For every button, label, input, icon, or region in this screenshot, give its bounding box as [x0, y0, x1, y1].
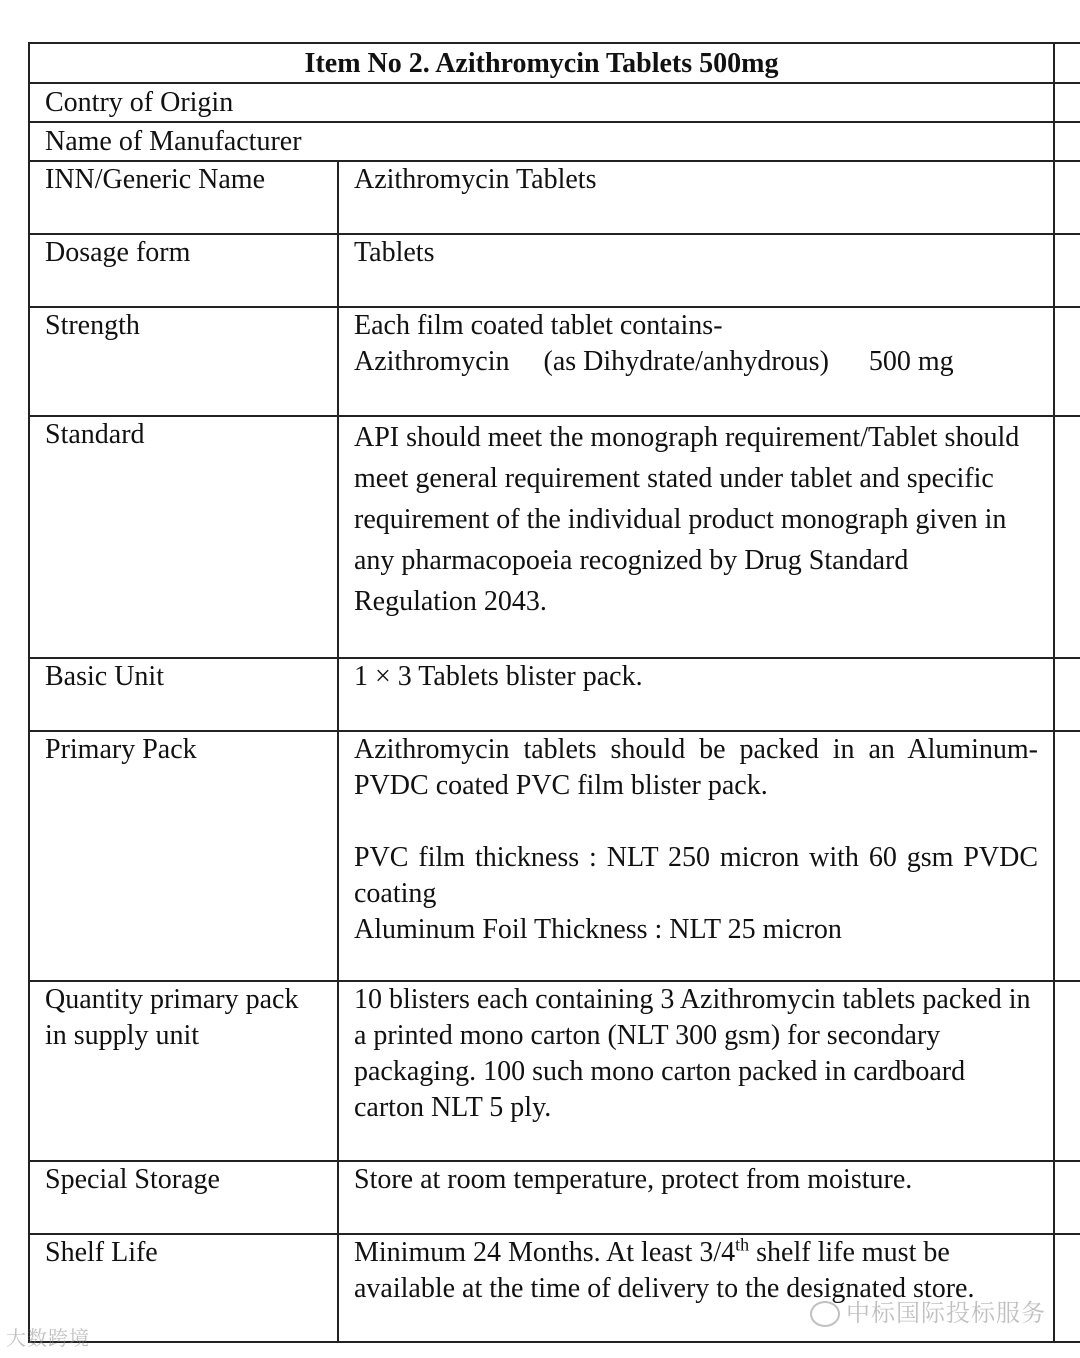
row-quantity [29, 981, 1080, 1161]
standard-label: Standard [29, 416, 338, 658]
extra-cell [1054, 43, 1080, 83]
strength-amount: 500 mg [868, 346, 954, 377]
standard-value: API should meet the monograph requirement/Tablet should meet general requirement stated under tablet and specific requirement of the individual product monograph given in any pharmacopoeia recognized by Drug Standard Regulation 2043. [338, 416, 1054, 658]
dosage-value: Tablets [338, 234, 1054, 307]
primary-pack-value [338, 731, 1054, 981]
quantity-label: Quantity primary pack in supply unit [29, 981, 338, 1161]
row-standard [29, 416, 1080, 658]
primary-pack-para3: Aluminum Foil Thickness : NLT 25 micron [354, 914, 842, 945]
strength-line2 [354, 344, 1038, 380]
primary-pack-label: Primary Pack [29, 731, 338, 981]
row-dosage [29, 234, 1080, 307]
watermark-right [810, 1293, 1046, 1328]
row-country [29, 83, 1080, 122]
extra-cell [1054, 83, 1080, 122]
row-strength [29, 307, 1080, 416]
extra-cell [1054, 161, 1080, 234]
row-manufacturer [29, 122, 1080, 161]
manufacturer-label: Name of Manufacturer [29, 122, 1054, 161]
inn-value: Azithromycin Tablets [338, 161, 1054, 234]
extra-cell [1054, 658, 1080, 731]
extra-cell [1054, 1161, 1080, 1234]
basic-unit-value: 1 × 3 Tablets blister pack. [338, 658, 1054, 731]
extra-cell [1054, 122, 1080, 161]
strength-value [338, 307, 1054, 416]
primary-pack-para2: PVC film thickness : NLT 250 micron with 60 gsm PVDC coating [354, 842, 1039, 909]
wechat-icon [810, 1301, 840, 1327]
extra-cell [1054, 1234, 1080, 1342]
strength-line1: Each film coated tablet contains- [354, 310, 723, 341]
extra-cell [1054, 981, 1080, 1161]
extra-cell [1054, 731, 1080, 981]
strength-form: (as Dihydrate/anhydrous) [543, 346, 829, 377]
strength-label: Strength [29, 307, 338, 416]
row-basic-unit [29, 658, 1080, 731]
shelf-life-label: Shelf Life [29, 1234, 338, 1342]
watermark-right-text: 中标国际投标服务 [846, 1299, 1046, 1327]
row-storage [29, 1161, 1080, 1234]
inn-label: INN/Generic Name [29, 161, 338, 234]
title-row [29, 43, 1080, 83]
storage-value: Store at room temperature, protect from moisture. [338, 1161, 1054, 1234]
row-inn [29, 161, 1080, 234]
basic-unit-label: Basic Unit [29, 658, 338, 731]
primary-pack-para1: Azithromycin tablets should be packed in an Aluminum-PVDC coated PVC film blister pack. [354, 734, 1039, 801]
watermark-left-text: 大数跨境 [6, 1326, 90, 1350]
spec-table [28, 42, 1080, 1343]
country-label: Contry of Origin [29, 83, 1054, 122]
quantity-value: 10 blisters each containing 3 Azithromycin tablets packed in a printed mono carton (NLT 300 gsm) for secondary packaging. 100 such mono carton packed in cardboard carton NLT 5 ply. [338, 981, 1054, 1161]
shelf-life-sup: th [735, 1234, 750, 1255]
shelf-life-text-b: shelf life must be available at the time of delivery to the designated store. [354, 1237, 975, 1304]
table-title: Item No 2. Azithromycin Tablets 500mg [29, 43, 1054, 83]
storage-label: Special Storage [29, 1161, 338, 1234]
strength-drug: Azithromycin [354, 346, 510, 377]
watermark-left [6, 1322, 90, 1351]
extra-cell [1054, 307, 1080, 416]
row-primary-pack [29, 731, 1080, 981]
dosage-label: Dosage form [29, 234, 338, 307]
extra-cell [1054, 416, 1080, 658]
shelf-life-text-a: Minimum 24 Months. At least 3/4 [354, 1237, 736, 1268]
extra-cell [1054, 234, 1080, 307]
